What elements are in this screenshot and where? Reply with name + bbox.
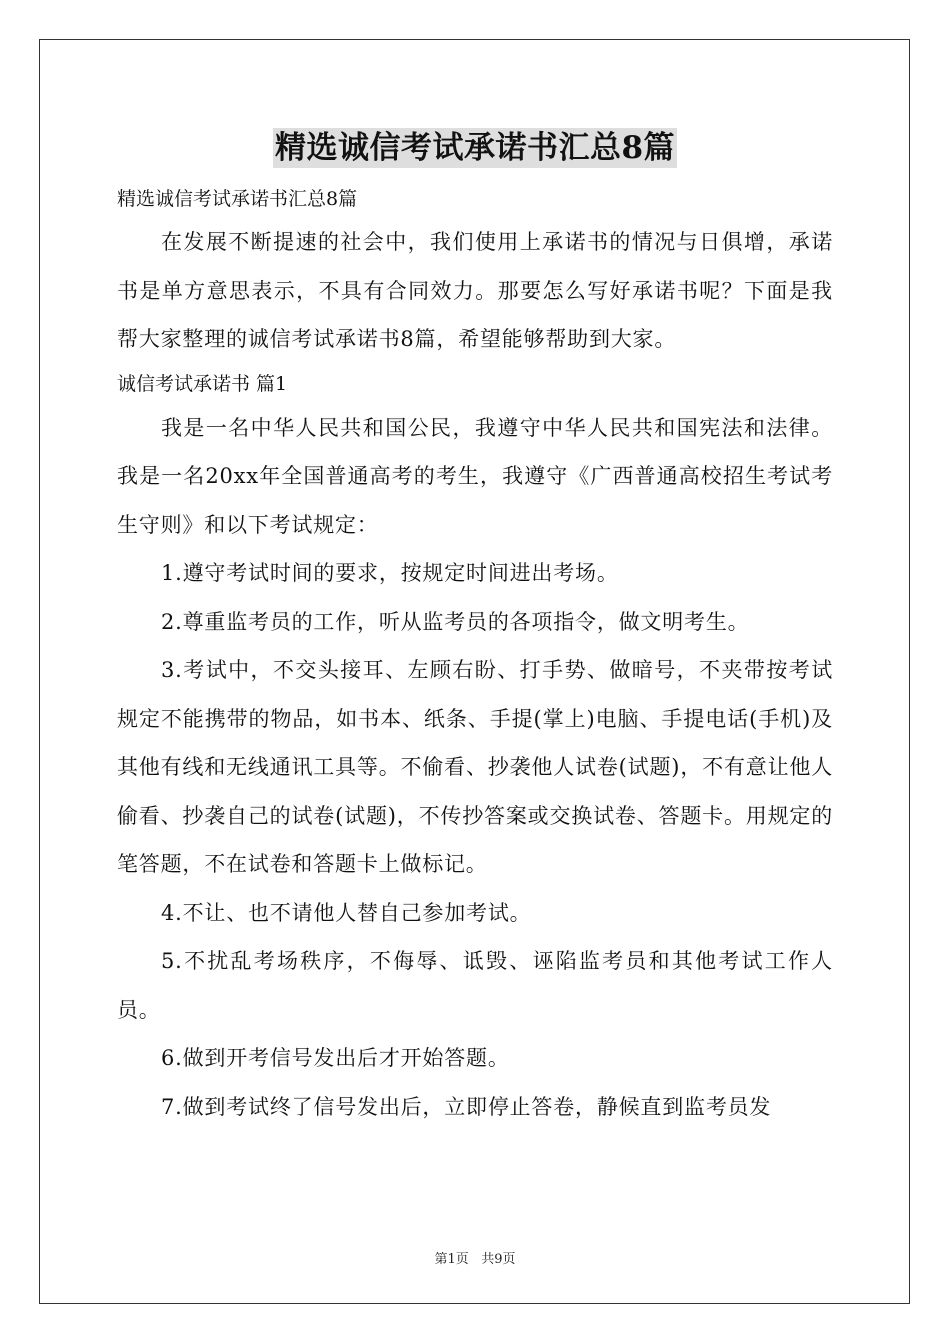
total-pages: 共9页 — [481, 1252, 516, 1267]
rule-item-2: 2.尊重监考员的工作，听从监考员的各项指令，做文明考生。 — [161, 609, 750, 634]
document-subtitle: 精选诚信考试承诺书汇总8篇 — [117, 188, 358, 210]
page-footer — [0, 1248, 950, 1267]
section-heading: 诚信考试承诺书 篇1 — [117, 372, 288, 395]
page-number: 第1页 — [434, 1252, 469, 1267]
title-container — [0, 128, 950, 168]
rule-item-7: 7.做到考试终了信号发出后，立即停止答卷，静候直到监考员发 — [161, 1094, 772, 1119]
document-title: 精选诚信考试承诺书汇总8篇 — [274, 130, 676, 166]
paragraph: 我是一名中华人民共和国公民，我遵守中华人民共和国宪法和法律。我是一名20xx年全国普通高考的考生，我遵守《广西普通高校招生考试考生守则》和以下考试规定： — [117, 415, 833, 537]
rule-item-1: 1.遵守考试时间的要求，按规定时间进出考场。 — [161, 561, 619, 585]
document-body — [117, 184, 833, 1131]
rule-item-3: 3.考试中，不交头接耳、左顾右盼、打手势、做暗号，不夹带按考试规定不能携带的物品，如书本、纸条、手提(掌上)电脑、手提电话(手机)及其他有线和无线通讯工具等。不偷看、抄袭他人试卷(试题)，不有意让他人偷看、抄袭自己的试卷(试题)，不传抄答案或交换试卷、答题卡。用规定的笔答题，不在试卷和答题卡上做标记。 — [117, 658, 833, 876]
rule-item-5: 5.不扰乱考场秩序，不侮辱、诋毁、诬陷监考员和其他考试工作人员。 — [117, 949, 833, 1022]
intro-paragraph: 在发展不断提速的社会中，我们使用上承诺书的情况与日俱增，承诺书是单方意思表示，不具有合同效力。那要怎么写好承诺书呢？下面是我帮大家整理的诚信考试承诺书8篇，希望能够帮助到大家。 — [117, 230, 833, 351]
rule-item-6: 6.做到开考信号发出后才开始答题。 — [161, 1046, 510, 1070]
rule-item-4: 4.不让、也不请他人替自己参加考试。 — [161, 900, 532, 925]
